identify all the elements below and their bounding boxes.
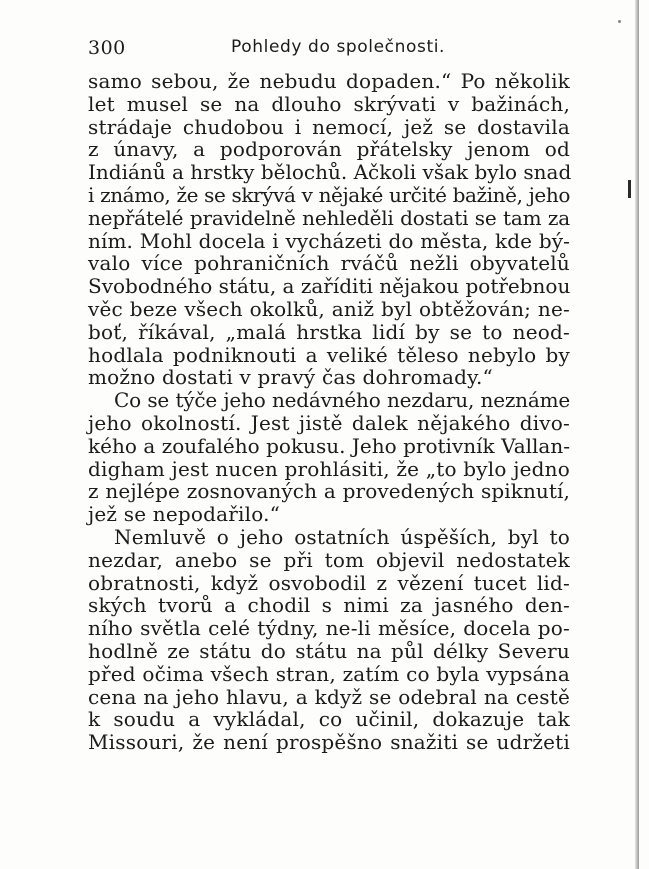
text-line: cena na jeho hlavu, a když se odebral na cestě: [88, 684, 570, 709]
margin-mark: [628, 180, 631, 198]
page-edge-shadow: [635, 0, 639, 869]
text-line: nezdar, anebo se při tom objevil nedostatek: [88, 547, 570, 572]
body-text: [88, 70, 570, 754]
text-line: ního světla celé týdny, ne-li měsíce, docela po-: [88, 616, 570, 641]
text-line: digham jest nucen prohlásiti, že „to bylo jedno: [88, 456, 570, 481]
text-line: ním. Mohl docela i vycházeti do města, kde bý-: [88, 228, 570, 253]
text-line: věc beze všech okolků, aniž byl obtěžován; ne-: [88, 296, 570, 321]
text-line: valo více pohraničních rváčů nežli obyvatelů: [88, 251, 570, 276]
text-line: obratnosti, když osvobodil z vězení tucet lid-: [88, 570, 570, 595]
margin-speck: [618, 20, 621, 23]
text-line: z nejlépe zosnovaných a provedených spiknutí,: [88, 479, 570, 504]
paragraph-start-line: Nemluvě o jeho ostatních úspěších, byl to: [114, 524, 570, 549]
paragraph-start-line: Co se týče jeho nedávného nezdaru, neznáme: [114, 388, 570, 413]
text-line: k soudu a vykládal, co učinil, dokazuje tak: [88, 707, 570, 732]
running-title: Pohledy do společnosti.: [231, 37, 446, 57]
text-line: Indiánů a hrstky bělochů. Ačkoli však bylo snad: [88, 160, 572, 185]
text-line: z únavy, a podporován přátelsky jenom od: [88, 137, 570, 162]
text-line: ských tvorů a chodil s nimi za jasného den-: [88, 593, 570, 618]
text-line: kého a zoufalého pokusu. Jeho protivník Vallan-: [88, 433, 570, 458]
page-header: [88, 37, 570, 63]
text-line: let musel se na dlouho skrývati v bažinách,: [88, 91, 570, 116]
page-number: 300: [88, 37, 126, 59]
text-line: nepřátelé pravidelně nehleděli dostati se tam za: [88, 205, 570, 230]
text-line: jež se nepodařilo.“: [88, 502, 281, 527]
text-line: jeho okolností. Jest jistě dalek nějakého divo-: [88, 410, 570, 435]
text-line: boť, říkával, „malá hrstka lidí by se to neod-: [88, 319, 570, 344]
text-line: samo sebou, že nebudu dopaden.“ Po několik: [88, 69, 570, 93]
text-line: hodlala podniknouti a veliké těleso nebylo by: [88, 342, 570, 367]
text-line: i známo, že se skrývá v nějaké určité bažině, jeho: [88, 182, 570, 207]
text-line: před očima všech stran, zatím co byla vypsána: [88, 661, 570, 686]
text-line: strádaje chudobou i nemocí, jež se dostavila: [88, 114, 570, 139]
text-line: Missouri, že není prospěšno snažiti se udržeti: [88, 730, 570, 755]
text-line: možno dostati v pravý čas dohromady.“: [88, 365, 493, 390]
text-line: Svobodného státu, a zaříditi nějakou potřebnou: [88, 274, 571, 299]
text-line: hodlně ze státu do státu na půl délky Severu: [88, 638, 570, 663]
